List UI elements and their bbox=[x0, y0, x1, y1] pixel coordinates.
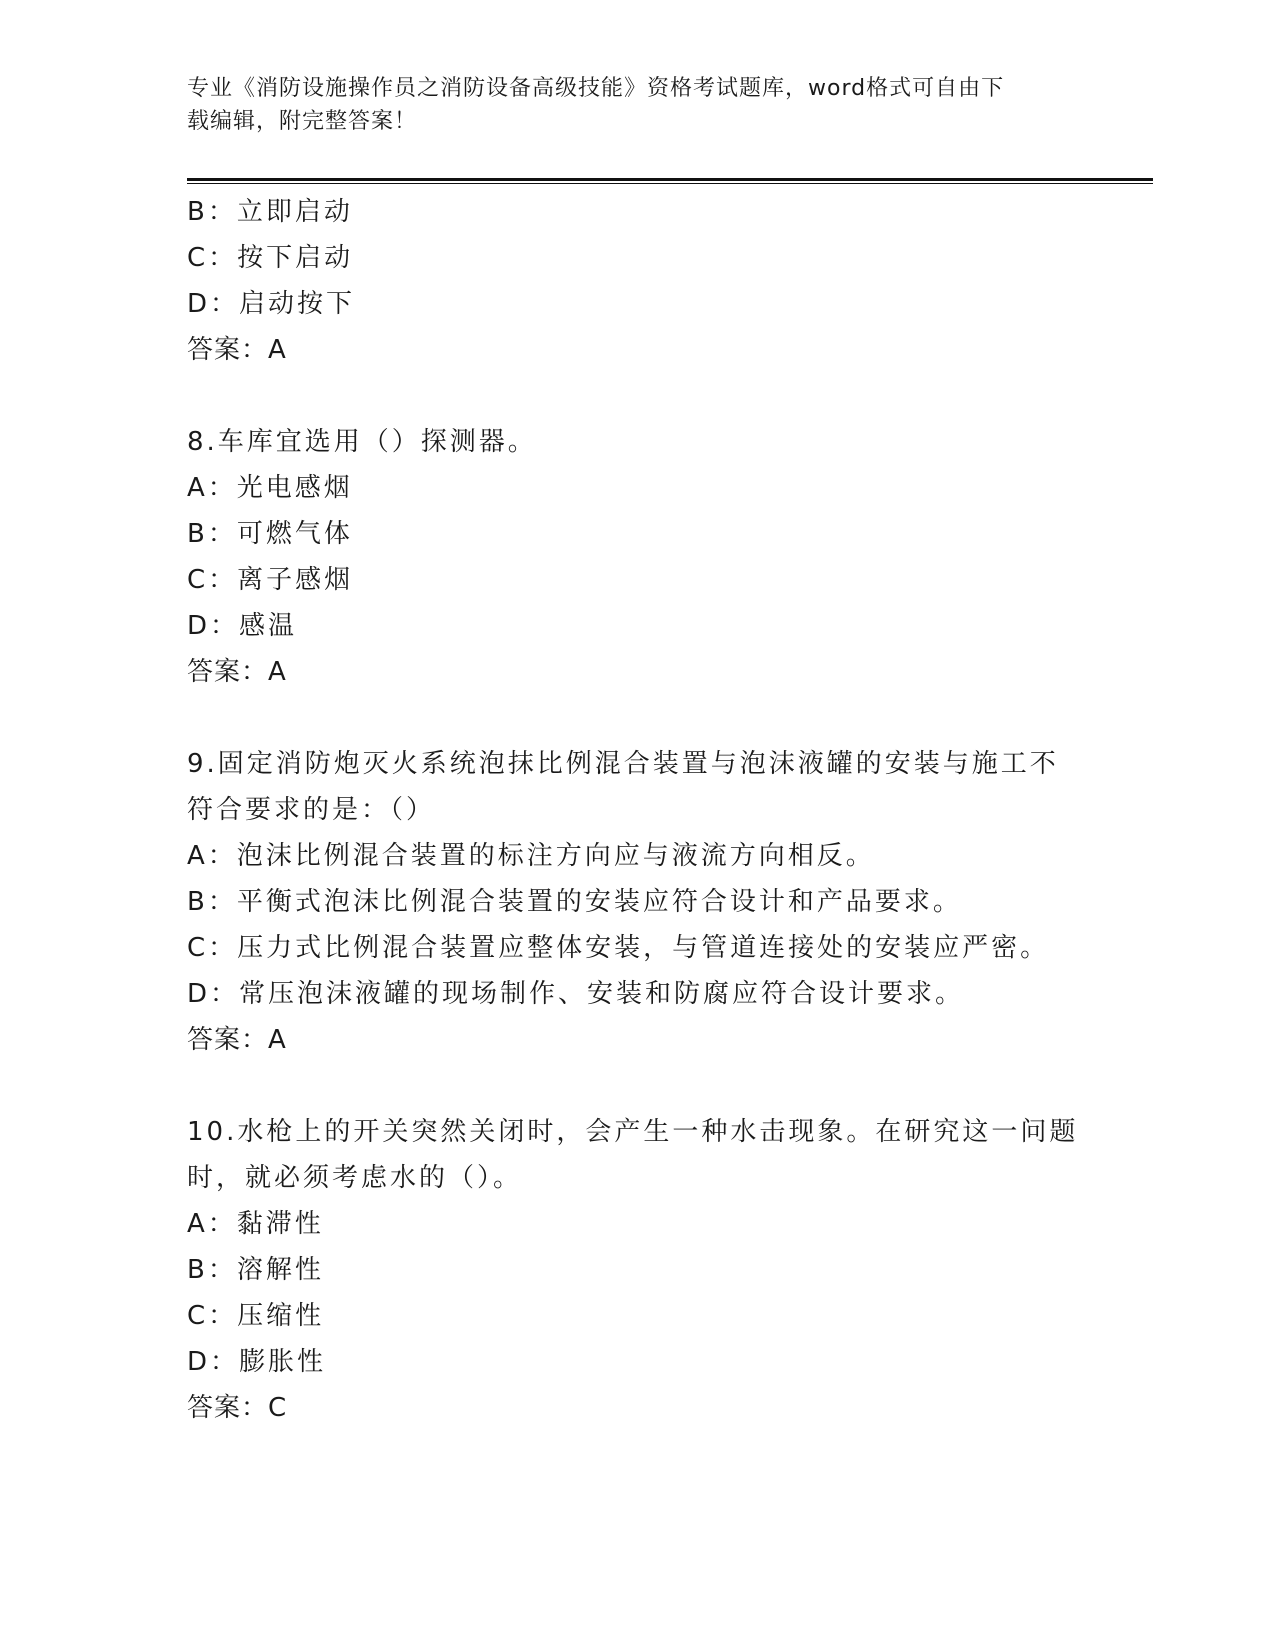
option-c: C：按下启动 bbox=[187, 243, 354, 273]
option-b: B：溶解性 bbox=[187, 1255, 324, 1285]
answer-line: 答案：A bbox=[187, 335, 287, 365]
option-d: D：启动按下 bbox=[187, 289, 356, 319]
question-9-block bbox=[187, 741, 1087, 1063]
question-text-line-1: 10.水枪上的开关突然关闭时，会产生一种水击现象。在研究这一问题 bbox=[187, 1117, 1079, 1147]
option-b: B：平衡式泡沫比例混合装置的安装应符合设计和产品要求。 bbox=[187, 887, 962, 917]
option-a: A：泡沫比例混合装置的标注方向应与液流方向相反。 bbox=[187, 841, 875, 871]
header-line-1: 专业《消防设施操作员之消防设备高级技能》资格考试题库，word格式可自由下 bbox=[187, 76, 1005, 101]
option-b: B：立即启动 bbox=[187, 197, 353, 227]
question-8-block bbox=[187, 419, 1087, 695]
question-list bbox=[187, 189, 1087, 1431]
option-c: C：压缩性 bbox=[187, 1301, 325, 1331]
question-text-line-1: 9.固定消防炮灭火系统泡抹比例混合装置与泡沫液罐的安装与施工不 bbox=[187, 749, 1059, 779]
header-line-2: 载编辑，附完整答案！ bbox=[187, 109, 418, 134]
answer-line: 答案：A bbox=[187, 1025, 287, 1055]
header-rule-thin bbox=[187, 183, 1153, 184]
question-10-block bbox=[187, 1109, 1087, 1431]
spacer bbox=[187, 695, 1087, 741]
spacer bbox=[187, 373, 1087, 419]
answer-line: 答案：A bbox=[187, 657, 287, 687]
question-7-block bbox=[187, 189, 1087, 373]
option-c: C：离子感烟 bbox=[187, 565, 354, 595]
question-text-line-2: 时，就必须考虑水的（）。 bbox=[187, 1163, 523, 1193]
option-d: D：感温 bbox=[187, 611, 298, 641]
option-d: D：膨胀性 bbox=[187, 1347, 327, 1377]
question-text: 8.车库宜选用（）探测器。 bbox=[187, 427, 537, 457]
question-text-line-2: 符合要求的是：（） bbox=[187, 795, 436, 825]
option-c: C：压力式比例混合装置应整体安装，与管道连接处的安装应严密。 bbox=[187, 933, 1050, 963]
answer-line: 答案：C bbox=[187, 1393, 288, 1423]
option-a: A：黏滞性 bbox=[187, 1209, 324, 1239]
option-d: D：常压泡沫液罐的现场制作、安装和防腐应符合设计要求。 bbox=[187, 979, 965, 1009]
option-a: A：光电感烟 bbox=[187, 473, 353, 503]
option-b: B：可燃气体 bbox=[187, 519, 353, 549]
document-header bbox=[187, 72, 1067, 138]
header-rule-thick bbox=[187, 178, 1153, 181]
spacer bbox=[187, 1063, 1087, 1109]
